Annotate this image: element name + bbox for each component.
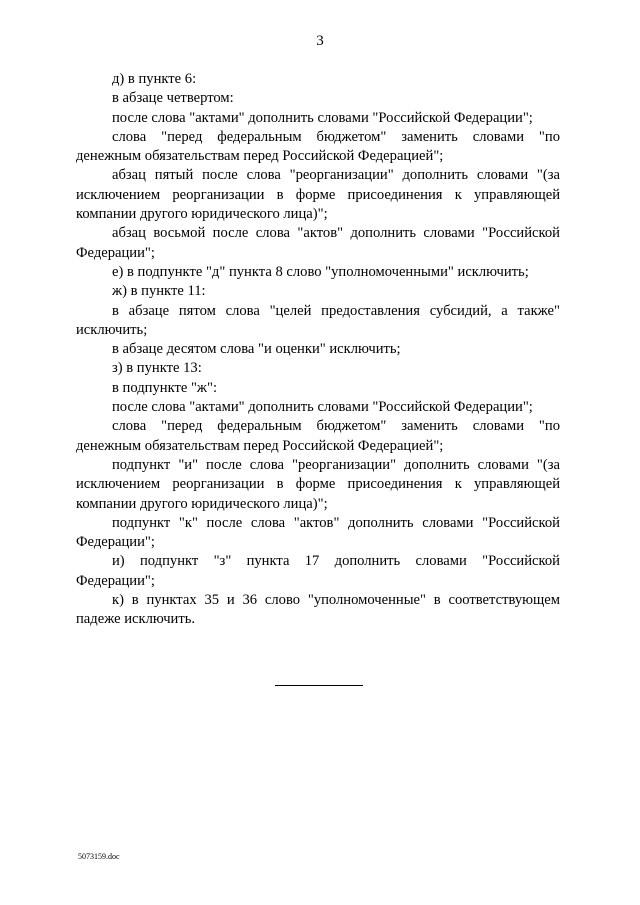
- paragraph-z-podpunkt-i: подпункт "и" после слова "реорганизации" дополнить словами "(за исключением реорганизации в форме присоединения к управляющей компании другого юридического лица)";: [76, 456, 560, 512]
- paragraph-d: д) в пункте 6:: [112, 71, 197, 87]
- paragraph-zh-abzac-10: в абзаце десятом слова "и оценки" исключить;: [112, 341, 401, 358]
- paragraph-z-after-aktami: после слова "актами" дополнить словами "Российской Федерации";: [112, 399, 533, 416]
- paragraph-d-abzac-8: абзац восьмой после слова "актов" дополнить словами "Российской Федерации";: [76, 225, 560, 261]
- paragraph-d-after-aktami: после слова "актами" дополнить словами "Российской Федерации";: [112, 109, 533, 126]
- paragraph-d-abzac-4: в абзаце четвертом:: [112, 90, 234, 107]
- paragraph-z-podpunkt-zh: в подпункте "ж":: [112, 379, 218, 396]
- paragraph-d-replace-words: слова "перед федеральным бюджетом" заменить словами "по денежным обязательствам перед Российской Федерацией";: [76, 128, 560, 165]
- page-number: 3: [316, 33, 324, 49]
- paragraph-zh: ж) в пункте 11:: [112, 283, 206, 300]
- paragraph-z-replace-words: слова "перед федеральным бюджетом" заменить словами "по денежным обязательствам перед Российской Федерацией";: [76, 418, 560, 454]
- document-body: [76, 70, 560, 630]
- paragraph-zh-abzac-5: в абзаце пятом слова "целей предоставления субсидий, а также" исключить;: [76, 302, 560, 338]
- paragraph-i: и) подпункт "з" пункта 17 дополнить словами "Российской Федерации";: [76, 553, 560, 589]
- paragraph-z: з) в пункте 13:: [112, 360, 202, 377]
- paragraph-e: е) в подпункте "д" пункта 8 слово "уполномоченными" исключить;: [112, 263, 529, 280]
- paragraph-k: к) в пунктах 35 и 36 слово "уполномоченные" в соответствующем падеже исключить.: [76, 592, 560, 628]
- paragraph-d-abzac-5: абзац пятый после слова "реорганизации" дополнить словами "(за исключением реорганизации в форме присоединения к управляющей компании другого юридического лица)";: [76, 167, 560, 223]
- end-separator-line: [275, 685, 363, 686]
- document-file-id: 5073159.doc: [78, 852, 120, 861]
- paragraph-z-podpunkt-k: подпункт "к" после слова "актов" дополнить словами "Российской Федерации";: [76, 514, 560, 551]
